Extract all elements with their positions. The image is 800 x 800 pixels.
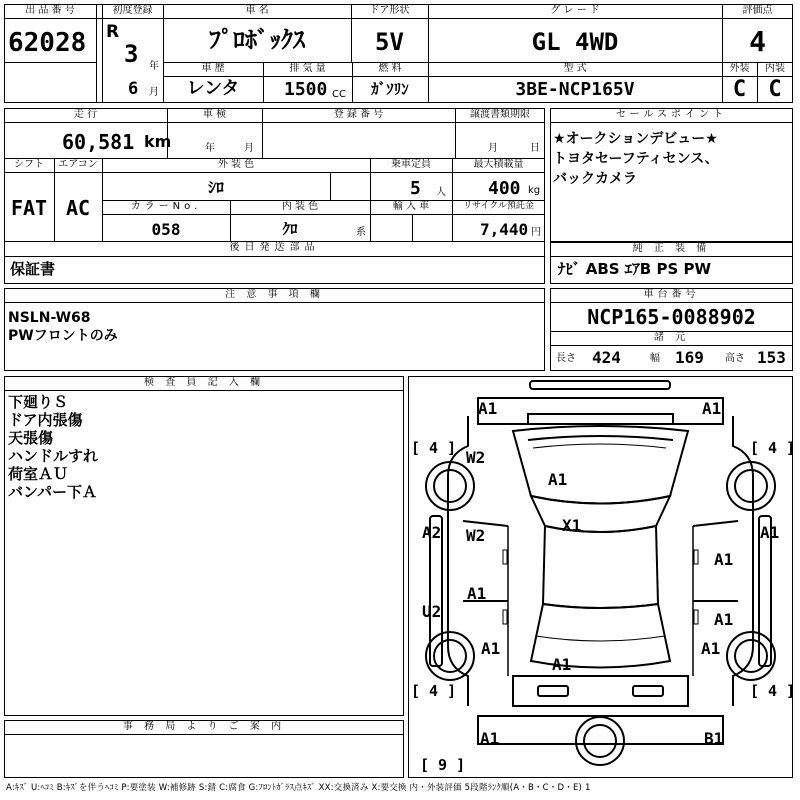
interior-score: C [768,77,782,102]
max-load: 400 [488,178,521,199]
recycle-fee: 7,440 [480,220,529,239]
mark-left-door-glass: W2 [466,526,486,545]
inspection-year-unit: 年 [205,143,215,154]
kei-unit: 系 [356,227,366,238]
capacity-label: 乗車定員 [391,159,431,170]
mark-rear-bumper-right: B1 [704,729,724,748]
transfer-month-unit: 月 [488,143,498,154]
inspector-note: バンパー下Ａ [8,483,97,501]
persons-unit: 人 [436,187,446,198]
first-reg-month: 6 [128,79,139,99]
era-letter: R [106,22,120,42]
genuine-equipment: ﾅﾋﾞ ABS ｴｱB PS PW [558,260,712,278]
sale-point: トヨタセーフティセンス、 [553,151,719,167]
mark-front-left: A1 [478,399,498,418]
legend: A:ｷｽﾞ U:ﾍｺﾐ B:ｷｽﾞを伴うﾍｺﾐ P:要塗装 W:補修跡 S:錆 C:腐食 G:ﾌﾛﾝﾄｶﾞﾗｽ点ｷｽﾞ XX:交換済み X:要交換 内・外装評価 5段階ﾗﾝｸ順(A・B・C・D・E) 1 [6,783,591,793]
int-color-label: 内 装 色 [281,201,319,212]
int-color: ｸﾛ [282,220,298,238]
mark-right-fender: A1 [760,523,780,542]
ext-color-label: 外 装 色 [217,159,255,170]
mark-left-quarter: A1 [481,639,501,658]
mark-windshield: W2 [466,448,486,467]
aircon: AC [65,196,91,220]
genuine-equipment-label: 純 正 装 備 [632,243,711,254]
first-reg-label: 初度登録 [112,5,153,16]
year-unit: 年 [149,61,159,72]
overall-score: 4 [749,25,766,58]
shift-label: シフト [14,159,44,170]
kg-unit: kg [528,185,541,196]
aircon-label: エアコン [58,159,98,170]
vehicle-history-label: 車 歴 [201,63,225,74]
color-no-label: カラーNo. [130,201,202,212]
first-reg-year: 3 [124,40,139,68]
chassis-no: NCP165-0088902 [587,305,756,329]
mark-roof: X1 [562,516,582,535]
mark-front-right: A1 [702,399,722,418]
length: 424 [592,348,621,367]
month-unit: 月 [149,87,159,98]
transfer-period-label: 譲渡書類期限 [470,109,530,120]
inspector-note: ハンドルすれ [8,447,99,465]
reg-no-label: 登 録 番 号 [333,109,384,120]
displacement: 1500 [284,79,328,100]
capacity: 5 [410,178,421,199]
km-unit: km [144,132,172,151]
inspector-notes-list [8,393,98,501]
height: 153 [757,348,786,367]
mark-rear-bumper-left: A1 [480,729,500,748]
inspector-note: ドア内張傷 [8,411,83,429]
color-no: 058 [151,220,181,239]
length-label: 長さ [556,353,576,364]
width: 169 [675,348,704,367]
sale-point: ★オークションデビュー★ [553,131,718,147]
max-load-label: 最大積載量 [473,159,524,170]
recycle-fee-label: リサイクル預託金 [463,201,534,211]
note-line: PWフロントのみ [8,328,118,344]
displacement-label: 排 気 量 [289,63,326,74]
inspector-note: 天張傷 [8,429,54,447]
mark-left-rear-door: A1 [467,584,487,603]
model-code-label: 型 式 [563,63,587,74]
sale-points-label: セールスポイント [615,109,728,120]
chassis-no-label: 車台番号 [643,289,700,300]
mark-hood: A1 [548,470,568,489]
fuel: ｶﾞｿﾘﾝ [371,80,409,98]
mark-right-rear-door: A1 [714,610,734,629]
deferred-parts: 保証書 [10,260,56,278]
inspector-notes-label: 検 査 員 記 入 欄 [144,377,264,388]
office-notice-label: 事 務 局 よ り ご 案 内 [122,721,286,732]
tire-front-left: [ 4 ] [411,439,457,457]
tire-rear-right: [ 4 ] [750,682,796,700]
mark-left-fender: A2 [422,523,442,542]
exterior-score: C [732,77,747,102]
notes-label: 注 意 事 項 欄 [225,289,324,300]
inspection-month-unit: 月 [244,143,254,154]
fuel-label: 燃 料 [378,63,402,74]
mark-right-quarter: A1 [701,639,721,658]
mark-right-front-door: A1 [714,550,734,569]
yen-unit: 円 [531,227,541,238]
spare-tire: [ 9 ] [420,756,466,774]
car-damage-diagram [408,376,796,778]
door-type-label: ドア形状 [369,5,410,16]
inspector-note: 下廻りＳ [8,393,69,411]
transfer-day-unit-2: 日 [530,143,540,154]
sale-points-list [553,129,719,189]
mark-tailgate: A1 [552,655,572,674]
note-line: NSLN-W68 [8,310,91,326]
car-name-label: 車 名 [245,5,269,16]
tire-front-right: [ 4 ] [750,439,796,457]
exterior-label: 外装 [729,63,750,74]
vehicle-history: レンタ [186,78,240,99]
lot-no-label: 出 品 番 号 [25,5,75,16]
mark-left-rocker: U2 [422,602,442,621]
interior-label: 内装 [765,63,785,74]
deferred-parts-label: 後日発送部品 [229,242,320,253]
mileage: 60,581 [62,130,135,154]
sale-point: バックカメラ [553,171,637,187]
mileage-label: 走 行 [73,109,98,120]
lot-number: 62028 [8,28,87,58]
car-name: ﾌﾟﾛﾎﾞｯｸｽ [209,26,305,54]
inspector-note: 荷室ＡＵ [8,465,69,483]
tire-rear-left: [ 4 ] [411,682,457,700]
grade-label: グ レ ー ド [550,5,600,16]
ext-color: ｼﾛ [207,178,224,197]
inspection-label: 車 検 [202,109,227,120]
height-label: 高さ [725,353,745,364]
notes-list [8,309,118,345]
cc-unit: CC [332,89,346,100]
model-code: 3BE-NCP165V [515,79,635,100]
import-label: 輸 入 車 [392,201,430,212]
score-label: 評価点 [742,5,773,16]
grade: GL 4WD [531,28,619,56]
specs-label: 諸 元 [653,332,690,343]
shift: FAT [10,196,48,220]
door-type: 5V [375,28,404,56]
width-label: 幅 [650,353,660,364]
